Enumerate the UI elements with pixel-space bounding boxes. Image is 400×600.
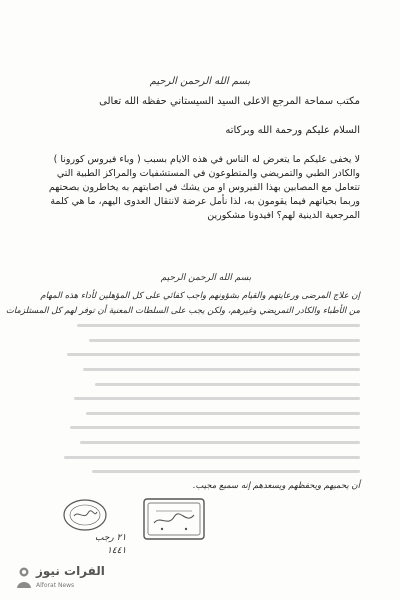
letter-basmala: بسم الله الرحمن الرحيم (149, 76, 251, 87)
reply-line-illegible (52, 333, 360, 348)
salutation-line: السلام عليكم ورحمة الله وبركاته (225, 125, 360, 136)
question-line: لا يخفى عليكم ما يتعرض له الناس في هذه الايام بسبب ( وباء فيروس كورونا ) (53, 154, 360, 165)
reply-line-illegible (52, 406, 360, 421)
reply-line-illegible (52, 347, 360, 362)
question-line: والكادر الطبي والتمريضي والمتطوعون في المستشفيات والمراكز الطبية التي (56, 168, 360, 179)
reply-line-illegible (52, 318, 360, 333)
reply-line: إن علاج المرضى ورعايتهم والقيام بشؤونهم واجب كفائي على كل المؤهلين لأداء هذه المهام (40, 291, 360, 301)
reply-line: أن يحميهم ويحفظهم ويسعدهم إنه سميع مجيب. (192, 480, 360, 491)
reply-basmala: بسم الله الرحمن الرحيم (160, 273, 252, 283)
handwritten-reply (5, 273, 360, 493)
letter-addressee (40, 95, 360, 109)
addressee-line: مكتب سماحة المرجع الاعلى السيد السيستاني حفظه الله تعالى (99, 96, 360, 107)
reply-line-illegible (52, 464, 360, 479)
reply-date (95, 532, 126, 558)
reply-line-illegible (52, 435, 360, 450)
reply-line-illegible (52, 450, 360, 465)
oval-seal-stamp (62, 498, 108, 532)
reply-date-day: ٢١ رجب (95, 533, 127, 543)
logo-english-text: Alforat News (36, 582, 75, 589)
reply-line-illegible (52, 362, 360, 377)
question-line: تتعامل مع المصابين بهذا الفيروس او من يشك في اصابتهم به يخاطرون بصحتهم (48, 182, 360, 193)
question-line: وربما بحياتهم فيما يقومون به، لذا نأمل عرضة لانتقال العدوى اليهم، ما هي كلمة (50, 196, 360, 207)
question-line: المرجعية الدينية لهم؟ افيدونا مشكورين (207, 210, 360, 221)
reply-line-illegible (52, 377, 360, 392)
reply-line-illegible (52, 420, 360, 435)
reply-line-illegible (52, 391, 360, 406)
reply-line: من الأطباء والكادر التمريضي وغيرهم، ولكن يجب على السلطات المعنية أن توفر لهم كل المستلزمات (5, 305, 360, 316)
question-paragraph (40, 153, 360, 223)
alforat-logo-icon (14, 566, 34, 590)
logo-arabic-text: الفرات نيوز (36, 564, 105, 578)
reply-date-year: ١٤٤١ (106, 546, 127, 556)
letter-salutation (40, 124, 360, 138)
office-seal-stamp (142, 497, 206, 541)
alforat-news-logo (6, 560, 105, 596)
